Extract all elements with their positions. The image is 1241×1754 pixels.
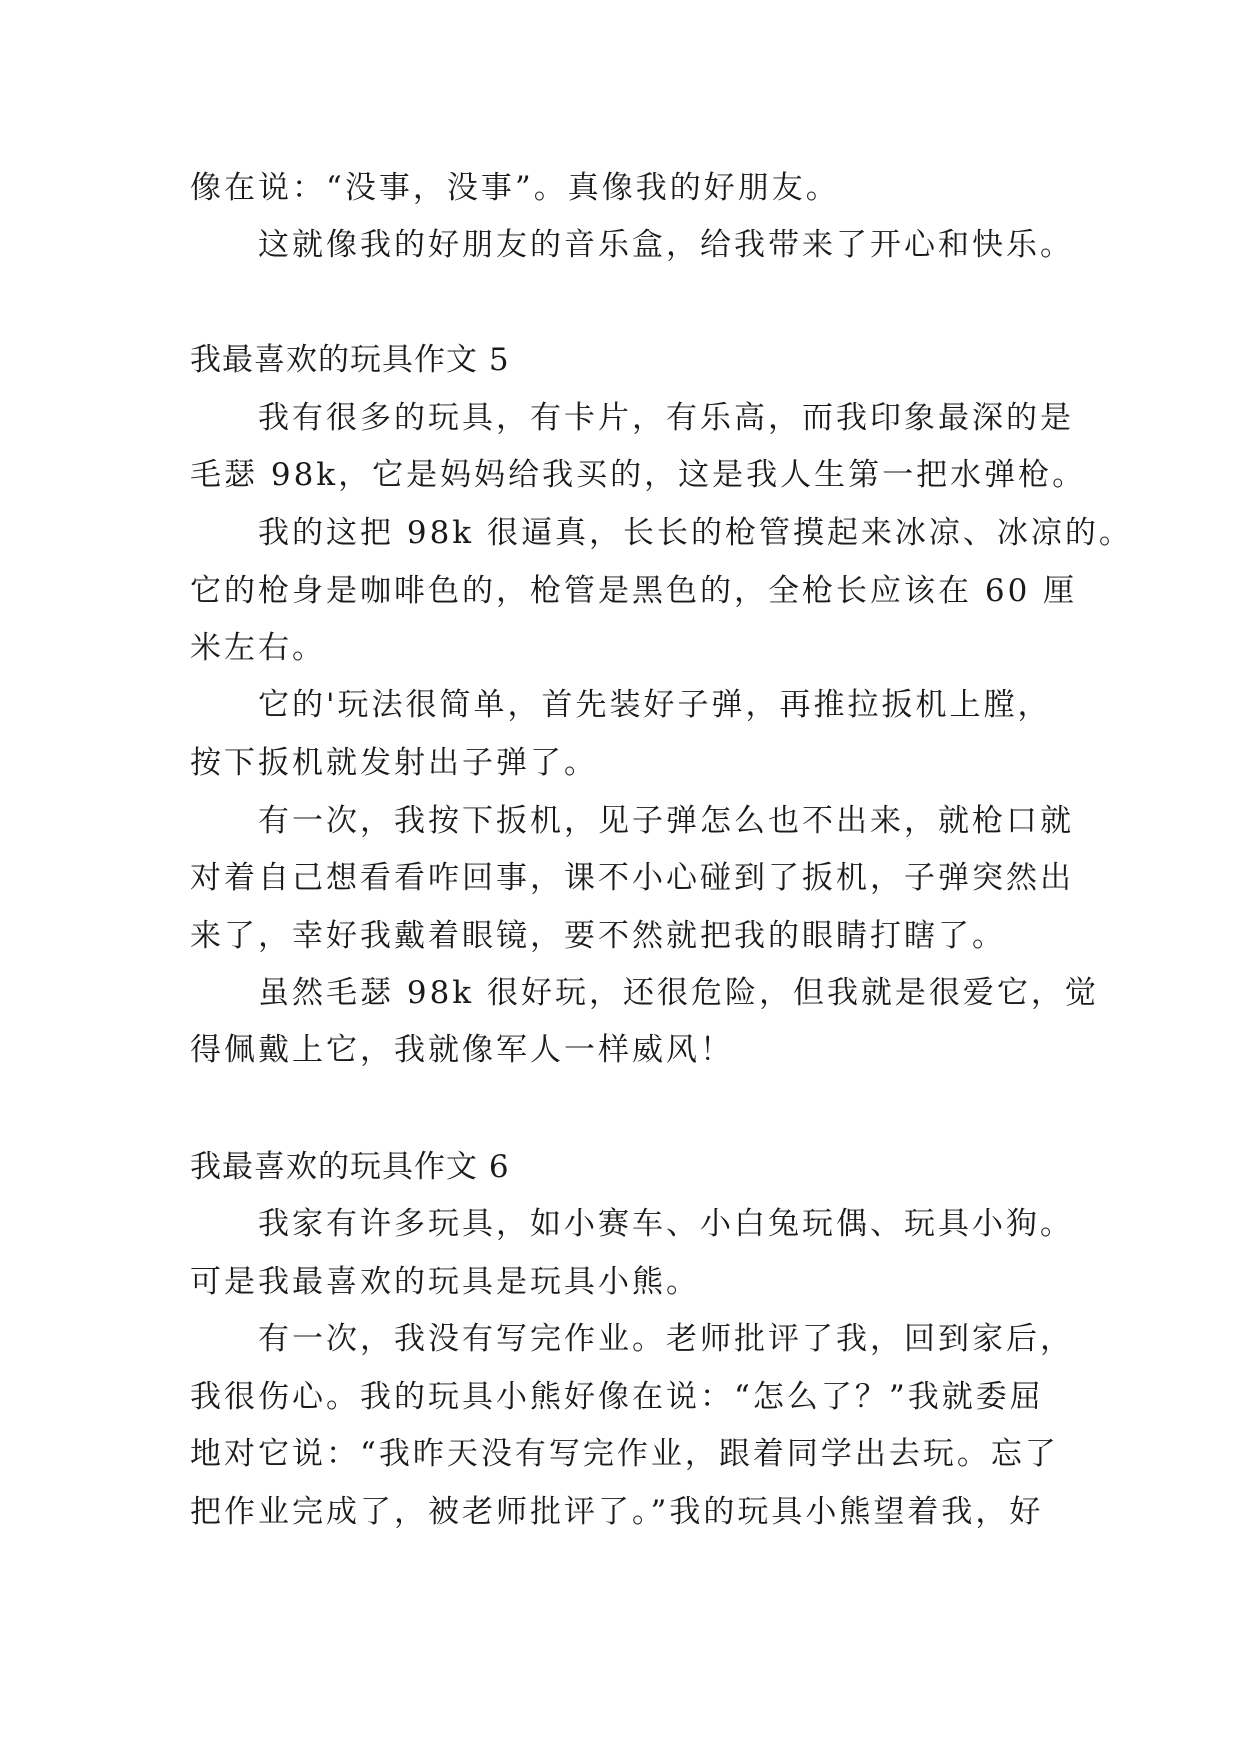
paragraph-line: 它的'玩法很简单，首先装好子弹，再推拉扳机上膛， bbox=[258, 687, 1052, 723]
paragraph-line: 我家有许多玩具，如小赛车、小白兔玩偶、玩具小狗。 bbox=[258, 1206, 1074, 1242]
paragraph-line: 把作业完成了，被老师批评了。”我的玩具小熊望着我，好 bbox=[190, 1494, 1044, 1530]
paragraph-line: 有一次，我按下扳机，见子弹怎么也不出来，就枪口就 bbox=[258, 803, 1074, 839]
paragraph-line: 我很伤心。我的玩具小熊好像在说：“怎么了？”我就委屈 bbox=[190, 1379, 1044, 1415]
paragraph-line: 可是我最喜欢的玩具是玩具小熊。 bbox=[190, 1264, 700, 1300]
paragraph-line: 我的这把 98k 很逼真，长长的枪管摸起来冰凉、冰凉的。 bbox=[258, 515, 1133, 551]
essay-title-6: 我最喜欢的玩具作文 6 bbox=[190, 1149, 510, 1185]
paragraph-line: 它的枪身是咖啡色的，枪管是黑色的，全枪长应该在 60 厘 bbox=[190, 573, 1078, 609]
paragraph-line: 有一次，我没有写完作业。老师批评了我，回到家后， bbox=[258, 1321, 1074, 1357]
paragraph-line: 对着自己想看看咋回事，课不小心碰到了扳机，子弹突然出 bbox=[190, 860, 1074, 896]
paragraph-line: 像在说：“没事，没事”。真像我的好朋友。 bbox=[190, 170, 840, 206]
paragraph-line: 来了，幸好我戴着眼镜，要不然就把我的眼睛打瞎了。 bbox=[190, 918, 1006, 954]
paragraph-line: 地对它说：“我昨天没有写完作业，跟着同学出去玩。忘了 bbox=[190, 1436, 1059, 1472]
essay-title-5: 我最喜欢的玩具作文 5 bbox=[190, 342, 510, 378]
paragraph-line: 虽然毛瑟 98k 很好玩，还很危险，但我就是很爱它，觉 bbox=[258, 975, 1099, 1011]
paragraph-line: 毛瑟 98k，它是妈妈给我买的，这是我人生第一把水弹枪。 bbox=[190, 457, 1087, 493]
paragraph-line: 得佩戴上它，我就像军人一样威风！ bbox=[190, 1032, 734, 1068]
paragraph-line: 我有很多的玩具，有卡片，有乐高，而我印象最深的是 bbox=[258, 400, 1074, 436]
paragraph-line: 按下扳机就发射出子弹了。 bbox=[190, 745, 598, 781]
paragraph-line: 米左右。 bbox=[190, 630, 326, 666]
paragraph-line: 这就像我的好朋友的音乐盒，给我带来了开心和快乐。 bbox=[258, 227, 1074, 263]
